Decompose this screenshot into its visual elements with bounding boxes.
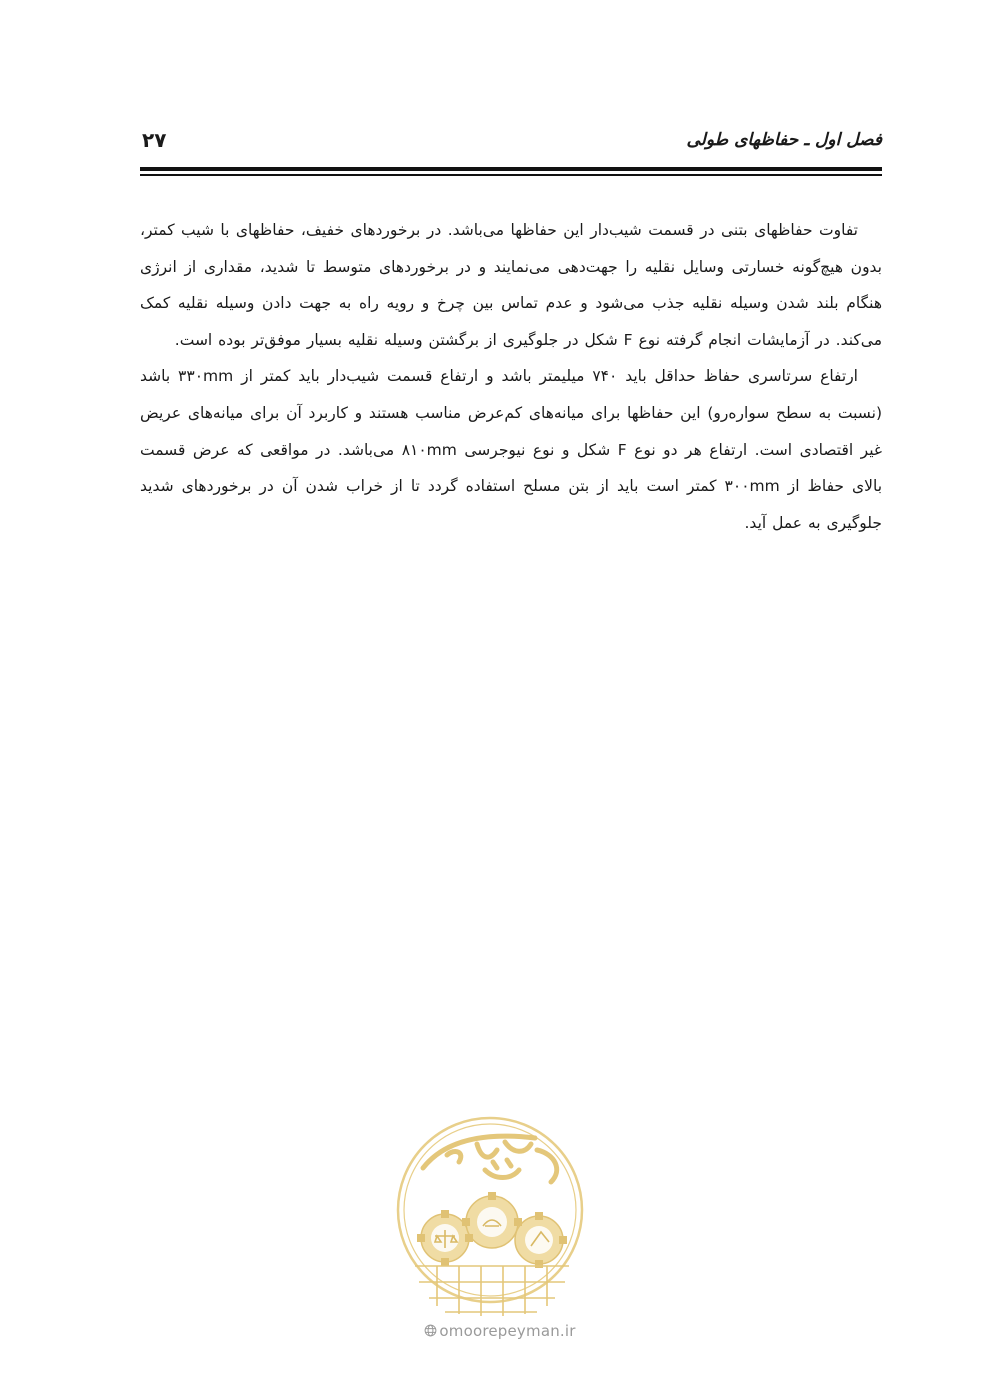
- watermark-url-text: omoorepeyman.ir: [439, 1322, 576, 1340]
- paragraph-2: ارتفاع سرتاسری حفاظ حداقل باید ۷۴۰ میلیمتر باشد و ارتفاع قسمت شیب‌دار باید کمتر از ۳۳۰mm باشد (نسبت به سطح سواره‌رو) این حفاظها برای میانه‌های کم‌عرض مناسب هستند و کاربرد آن برای میانه‌های عریض غیر اقتصادی است. ارتفاع هر دو نوع F شکل و نوع نیوجرسی ۸۱۰mm می‌باشد. در مواقعی که عرض قسمت بالای حفاظ از ۳۰۰mm کمتر است باید از بتن مسلح استفاده گردد تا از خراب شدن آن در برخوردهای شدید جلوگیری به عمل آید.: [140, 367, 883, 532]
- page-number: ۲۷: [142, 128, 167, 152]
- header-rule-thin: [140, 174, 882, 176]
- header-rule-thick: [140, 167, 882, 171]
- page-header: [140, 128, 882, 160]
- paragraph-1: تفاوت حفاظهای بتنی در قسمت شیب‌دار این حفاظها می‌باشد. در برخوردهای خفیف، حفاظهای با شیب کمتر، بدون هیچ‌گونه خسارتی وسایل نقلیه را جهت‌دهی می‌نمایند و در برخوردهای متوسط تا شدید، مقداری از انرژی هنگام بلند شدن وسیله نقلیه جذب می‌شود و عدم تماس بین چرخ و رویه راه به جهت دادن وسیله نقلیه کمک می‌کند. در آزمایشات انجام گرفته نوع F شکل در جلوگیری از برگشتن وسیله نقلیه بسیار موفق‌تر بوده است.: [140, 221, 882, 349]
- watermark-url: [400, 1322, 600, 1340]
- chapter-title: فصل اول ـ حفاظهای طولی: [686, 130, 882, 150]
- publisher-logo-seal: [385, 1110, 600, 1330]
- body-text: [140, 212, 882, 541]
- globe-icon: [424, 1324, 437, 1337]
